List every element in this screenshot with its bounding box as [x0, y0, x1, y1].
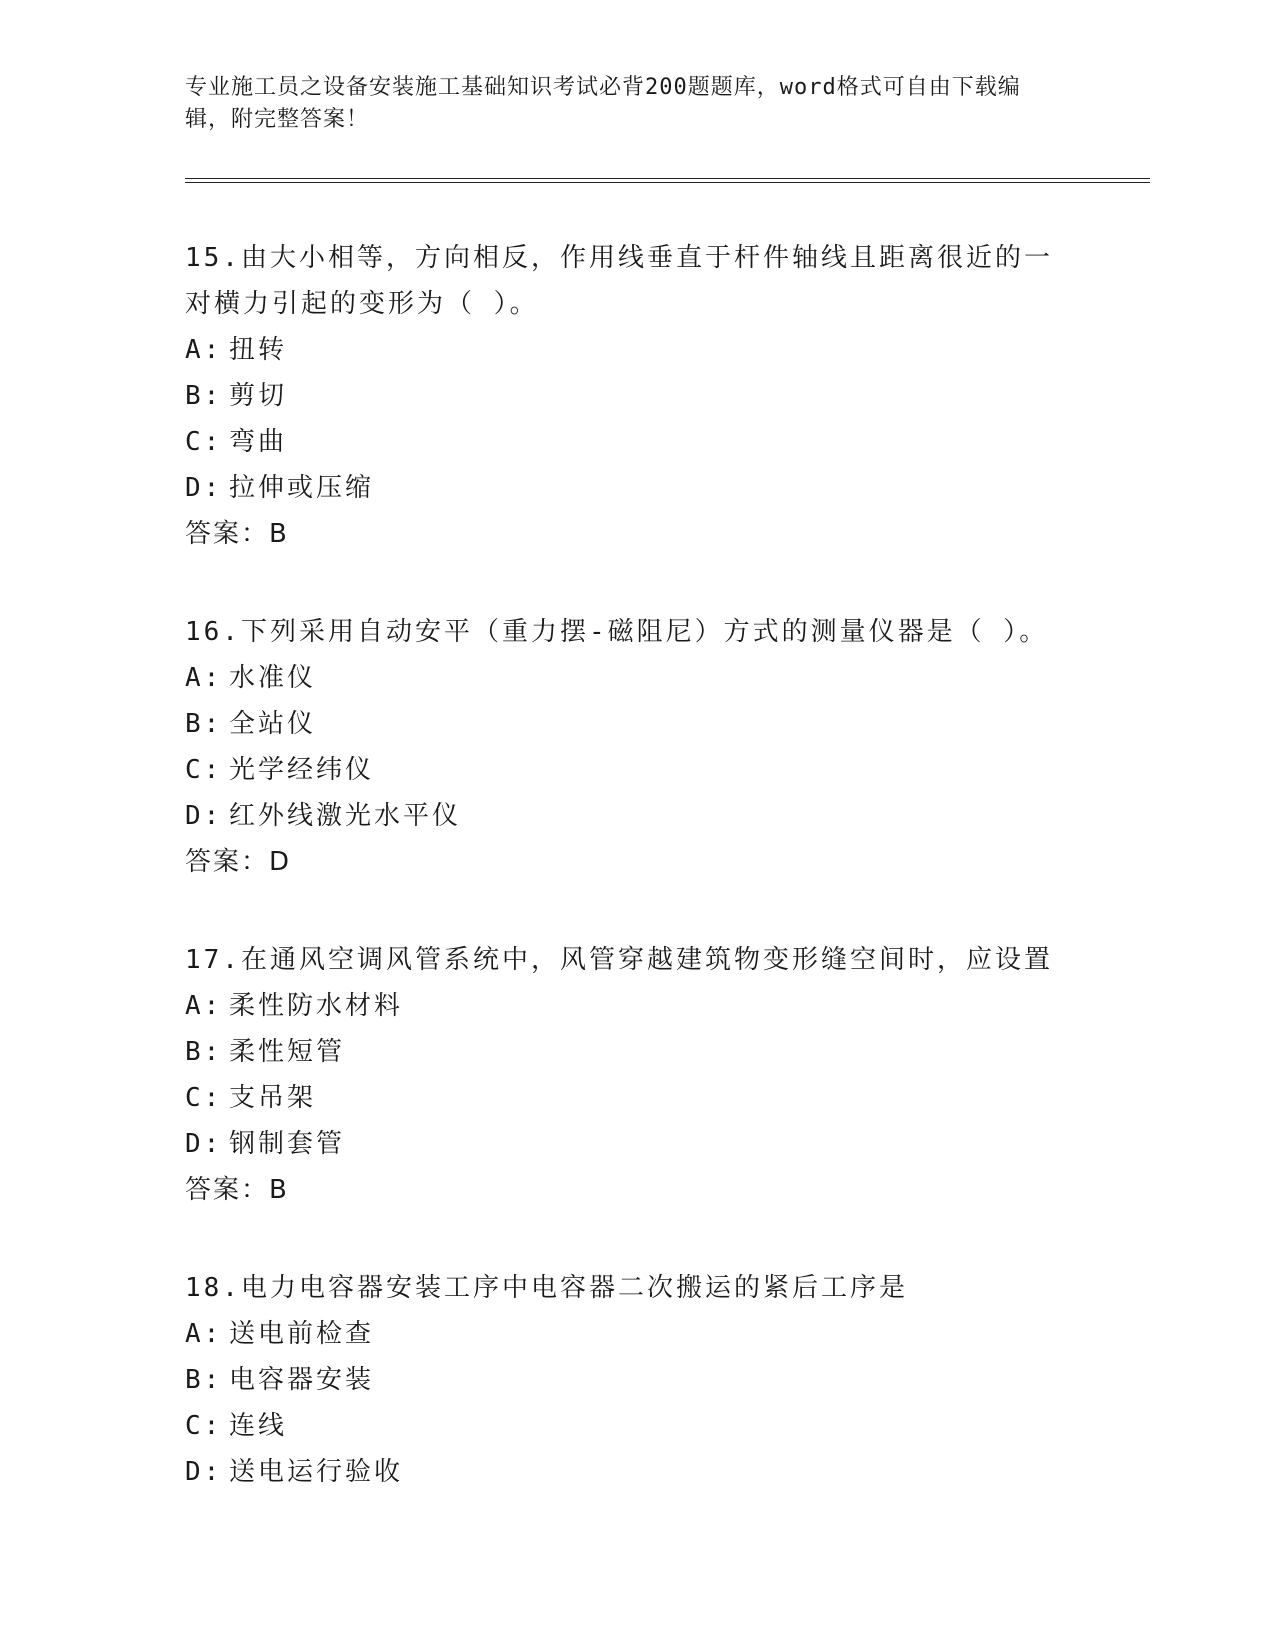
option-letter: C:	[185, 755, 223, 785]
question-stem: 16.下列采用自动安平（重力摆-磁阻尼）方式的测量仪器是（ ）。	[185, 617, 1049, 647]
option-c	[185, 1403, 1150, 1449]
option-text: 全站仪	[229, 709, 317, 739]
option-text: 水准仪	[229, 663, 317, 693]
option-b	[185, 1357, 1150, 1403]
option-c	[185, 747, 1150, 793]
question-stem: 18.电力电容器安装工序中电容器二次搬运的紧后工序是	[185, 1273, 908, 1303]
answer-line: 答案：B	[185, 1175, 289, 1205]
option-text: 柔性防水材料	[229, 991, 404, 1021]
option-text: 弯曲	[229, 427, 288, 457]
option-letter: B:	[185, 709, 223, 739]
option-letter: A:	[185, 991, 223, 1021]
option-text: 扭转	[229, 335, 288, 365]
option-d	[185, 1449, 1150, 1495]
option-text: 拉伸或压缩	[229, 473, 375, 503]
option-text: 送电前检查	[229, 1319, 375, 1349]
option-letter: C:	[185, 427, 223, 457]
option-a	[185, 1311, 1150, 1357]
option-text: 柔性短管	[229, 1037, 346, 1067]
option-d	[185, 465, 1150, 511]
option-letter: C:	[185, 1083, 223, 1113]
option-letter: D:	[185, 1129, 223, 1159]
option-letter: D:	[185, 473, 223, 503]
option-text: 剪切	[229, 381, 288, 411]
option-text: 钢制套管	[229, 1129, 346, 1159]
option-letter: B:	[185, 381, 223, 411]
option-a	[185, 983, 1150, 1029]
option-c	[185, 1075, 1150, 1121]
question-17	[185, 937, 1150, 1213]
option-b	[185, 701, 1150, 747]
question-list	[185, 235, 1150, 1547]
option-letter: B:	[185, 1365, 223, 1395]
option-letter: A:	[185, 1319, 223, 1349]
option-b	[185, 373, 1150, 419]
option-text: 电容器安装	[229, 1365, 375, 1395]
option-a	[185, 327, 1150, 373]
answer-line: 答案：B	[185, 519, 289, 549]
option-letter: A:	[185, 335, 223, 365]
question-18	[185, 1265, 1150, 1495]
document-header: 专业施工员之设备安装施工基础知识考试必背200题题库，word格式可自由下载编辑，附完整答案！	[185, 75, 1021, 132]
option-letter: B:	[185, 1037, 223, 1067]
option-b	[185, 1029, 1150, 1075]
option-text: 支吊架	[229, 1083, 317, 1113]
question-stem: 17.在通风空调风管系统中，风管穿越建筑物变形缝空间时，应设置	[185, 945, 1053, 975]
option-letter: D:	[185, 801, 223, 831]
question-stem: 15.由大小相等，方向相反，作用线垂直于杆件轴线且距离很近的一对横力引起的变形为（ ）。	[185, 243, 1053, 319]
option-letter: D:	[185, 1457, 223, 1487]
question-16	[185, 609, 1150, 885]
option-a	[185, 655, 1150, 701]
option-text: 光学经纬仪	[229, 755, 375, 785]
option-text: 连线	[229, 1411, 288, 1441]
option-text: 送电运行验收	[229, 1457, 404, 1487]
header-divider	[185, 178, 1150, 183]
option-c	[185, 419, 1150, 465]
answer-line: 答案：D	[185, 847, 292, 877]
question-15	[185, 235, 1150, 557]
option-letter: A:	[185, 663, 223, 693]
option-d	[185, 1121, 1150, 1167]
option-letter: C:	[185, 1411, 223, 1441]
option-text: 红外线激光水平仪	[229, 801, 462, 831]
option-d	[185, 793, 1150, 839]
